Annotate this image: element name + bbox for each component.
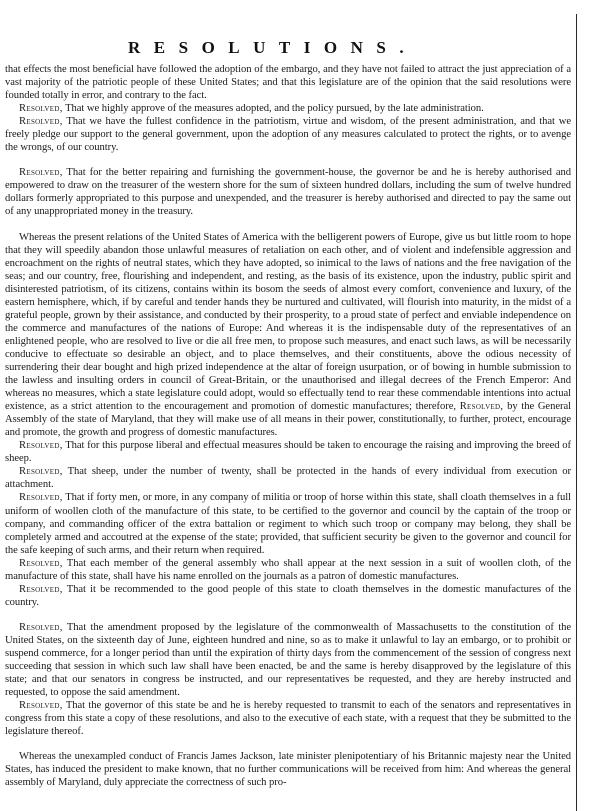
paragraph-text: That we highly approve of the measures adopted, and the policy pursued, by the late administration. bbox=[62, 103, 484, 115]
paragraph-text: That the governor of this state be and he is hereby requested to transmit to each of the senators and representatives in congress from this state a copy of these resolutions, and also to the executive of each state, with a request that they be submitted to the legislature thereof. bbox=[5, 700, 571, 738]
page-title: RESOLUTIONS. bbox=[128, 38, 418, 57]
paragraph-text: That for this purpose liberal and effectual measures should be taken to encourage the raising and improving the breed of sheep. bbox=[5, 440, 571, 465]
paragraph-text: That if forty men, or more, in any company of militia or troop of horse within this state, shall cloath themselves in a full uniform of woollen cloth of the manufacture of this state, to be certified to the governor and council by the captain of the troop or company, and commanding officer of the extra battalion or regiment to which such troop or company may belong, they shall be completely armed and accoutred at the expense of the state; provided, that sufficient security be given to the governor and council for the safe keeping of such arms, and their return when required. bbox=[5, 492, 571, 556]
resolved-lead: Resolved, bbox=[19, 116, 63, 128]
resolved-lead: Resolved, bbox=[19, 700, 63, 712]
resolved-lead: Resolved, bbox=[19, 103, 63, 115]
whereas-paragraph bbox=[5, 750, 571, 789]
paragraph-text: That each member of the general assembly who shall appear at the next session in a suit of woollen cloth, of the manufacture of this state, shall have his name enrolled on the journals as a patron of domestic manufactures. bbox=[5, 557, 571, 582]
paragraph-text: That it be recommended to the good people of this state to cloath themselves in the domestic manufactures of the country. bbox=[5, 583, 571, 608]
resolved-inline: Resolved, bbox=[459, 401, 504, 413]
resolution-paragraph bbox=[5, 439, 571, 465]
resolved-lead: Resolved, bbox=[19, 557, 63, 569]
resolution-paragraph bbox=[5, 115, 571, 154]
resolution-paragraph bbox=[5, 102, 571, 115]
resolution-paragraph bbox=[5, 491, 571, 556]
whereas-paragraph bbox=[5, 231, 571, 440]
paragraph-continuation bbox=[5, 63, 571, 102]
resolved-lead: Resolved, bbox=[19, 492, 63, 504]
resolution-paragraph bbox=[5, 465, 571, 491]
paragraph-text: that effects the most beneficial have followed the adoption of the embargo, and they have not failed to attract the just appreciation of a vast majority of the patriotic people of these United States; and that this legislature are of the opinion that the said resolutions were founded totally in error, and contrary to the fact. bbox=[5, 64, 571, 102]
resolution-paragraph bbox=[5, 699, 571, 738]
paragraph-tail: by the General Assembly of the state of Maryland, that they will make use of all means in their power, constitutionally, to further, protect, encourage and promote, the growth and progress of domestic manufactures. bbox=[5, 401, 571, 439]
paragraph-text: That for the better repairing and furnishing the government-house, the governor be and he is hereby authorised and empowered to draw on the treasurer of the western shore for the sum of sixteen hundred dollars, including the sum of twelve hundred dollars formerly appropriated to this purpose and unexpended, and the treasurer is hereby authorised and directed to pay the same out of any unappropriated money in the treasury. bbox=[5, 167, 571, 218]
resolution-paragraph bbox=[5, 621, 571, 699]
resolution-paragraph bbox=[5, 583, 571, 609]
resolution-paragraph bbox=[5, 166, 571, 218]
resolution-paragraph bbox=[5, 557, 571, 583]
page-edge-rule bbox=[576, 14, 577, 811]
resolved-lead: Resolved, bbox=[19, 621, 63, 633]
paragraph-text: That sheep, under the number of twenty, shall be protected in the hands of every individual from execution or attachment. bbox=[5, 466, 571, 491]
paragraph-text: That the amendment proposed by the legislature of the commonwealth of Massachusetts to the constitution of the United States, on the sixteenth day of June, eighteen hundred and nine, so as to make it unlawful to lay an embargo, or to prohibit or suspend commerce, for a longer period than until the expiration of thirty days from the commencement of the session of congress next succeeding that session in which such law shall have been enacted, be and the same is hereby disapproved by the legislature of this state; and that our senators in congress be instructed, and our representatives be requested, and they are hereby instructed and requested, to oppose the said amendment. bbox=[5, 621, 571, 699]
resolved-lead: Resolved, bbox=[19, 583, 63, 595]
paragraph-text: That we have the fullest confidence in the patriotism, virtue and wisdom, of the present administration, and that we freely pledge our support to the general government, upon the adoption of any measures calculated to protect the rights, or to avenge the wrongs, of our country. bbox=[5, 116, 571, 154]
resolved-lead: Resolved, bbox=[19, 440, 63, 452]
resolved-lead: Resolved, bbox=[19, 466, 63, 478]
resolved-lead: Resolved, bbox=[19, 167, 63, 179]
document-body bbox=[5, 63, 571, 789]
paragraph-text: Whereas the unexampled conduct of Francis James Jackson, late minister plenipotentiary of his Britannic majesty near the United States, has induced the president to make known, that no further communications will be received from him: And whereas the general assembly of Maryland, duly appreciate the correctness of such pro- bbox=[5, 751, 571, 789]
paragraph-text: Whereas the present relations of the United States of America with the belligerent powers of Europe, give us but little room to hope that they will speedily abandon those unlawful measures of retaliation on each other, and of violent and indefensible aggression and encroachment on the rights of neutral states, which they have adopted, so inimical to the laws of nations and the free navigation of the seas; and our country, free, flourishing and independent, and resting, as the basis of its existence, upon the industry, public spirit and disinterested patriotism, of its citizens, contains within its bosom the seeds of almost every comfort, convenience and luxury, of the eastern hemisphere, which, if by careful and tender hands they be nurtured and cultivated, will flourish into maturity, in the midst of a grateful people, grown by their assistance, and conducted by their prosperity, to a proud state of perfect and enviable independence on the commerce and manufactures of the nations of Europe: And whereas it is the indispensable duty of the representatives of an enlightened people, who are resolved to live or die all free men, to propose such measures, and enact such laws, as will be necessarily conducive to effectuate so desirable an object, and to place themselves, and their constituents, above the odious necessity of surrendering their dear bought and high prized independence at the altar of foreign usurpation, or of bowing in humble submission to the lawless and insulting orders in council of Great-Britain, or the unauthorised and illegal decrees of the French Emperor: And whereas no measures, which a state legislature could adopt, would so effectually tend to rear these commendable intentions into actual existence, as a strict attention to the encouragement and promotion of domestic manufactures; therefore, bbox=[5, 231, 571, 413]
